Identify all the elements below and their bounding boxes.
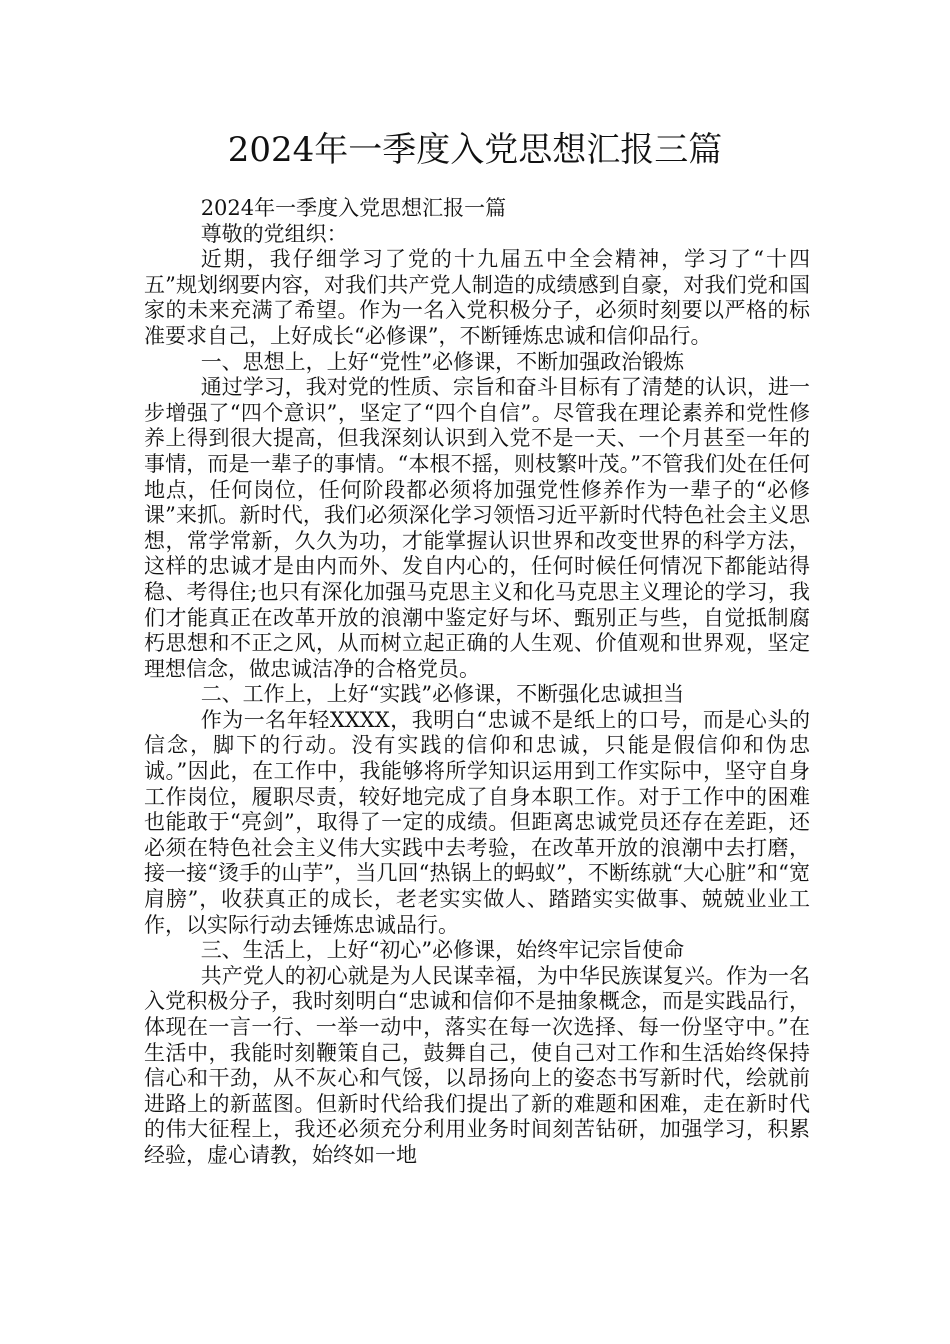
subtitle: 2024年一季度入党思想汇报一篇 <box>200 196 507 220</box>
paragraph-section-1: 通过学习，我对党的性质、宗旨和奋斗目标有了清楚的认识，进一步增强了“四个意识”，坚定了“四个自信”。尽管我在理论素养和党性修养上得到很大提高，但我深刻认识到入党不是一天、一个月甚至一年的事情，而是一辈子的事情。“本根不摇，则枝繁叶茂。”不管我们处在任何地点，任何岗位，任何阶段都必须将加强党性修养作为一辈子的“必修课”来抓。新时代，我们必须深化学习领悟习近平新时代特色社会主义思想，常学常新，久久为功，才能掌握认识世界和改变世界的科学方法，这样的忠诚才是由内而外、发自内心的，任何时候任何情况下都能站得稳、考得住;也只有深化加强马克思主义和化马克思主义理论的学习，我们才能真正在改革开放的浪潮中鉴定好与坏、甄别正与些，自觉抵制腐朽思想和不正之风，从而树立起正确的人生观、价值观和世界观，坚定理想信念，做忠诚洁净的合格党员。 <box>144 375 810 681</box>
paragraph-section-3: 共产党人的初心就是为人民谋幸福，为中华民族谋复兴。作为一名入党积极分子，我时刻明白“忠诚和信仰不是抽象概念，而是实践品行，体现在一言一行、一举一动中，落实在每一次选择、每一份坚守中。”在生活中，我能时刻鞭策自己，鼓舞自己，使自己对工作和生活始终保持信心和干劲，从不灰心和气馁，以昂扬向上的姿态书写新时代，绘就前进路上的新蓝图。但新时代给我们提出了新的难题和困难，走在新时代的伟大征程上，我还必须充分利用业务时间刻苦钻研，加强学习，积累经验，虚心请教，始终如一地 <box>144 963 810 1167</box>
section-heading-2: 二、工作上，上好“实践”必修课，不断强化忠诚担当 <box>200 682 685 707</box>
document-body <box>144 196 810 1169</box>
document-title: 2024年一季度入党思想汇报三篇 <box>227 130 723 170</box>
section-heading-3: 三、生活上，上好“初心”必修课，始终牢记宗旨使命 <box>200 938 685 963</box>
section-heading-1: 一、思想上，上好“党性”必修课，不断加强政治锻炼 <box>200 349 685 374</box>
paragraph-section-2: 作为一名年轻XXXX，我明白“忠诚不是纸上的口号，而是心头的信念，脚下的行动。没有实践的信仰和忠诚，只能是假信仰和伪忠诚。”因此，在工作中，我能够将所学知识运用到工作实际中，坚守自身工作岗位，履职尽责，较好地完成了自身本职工作。对于工作中的困难也能敢于“亮剑”，取得了一定的成绩。但距离忠诚党员还存在差距，还必须在特色社会主义伟大实践中去考验，在改革开放的浪潮中去打磨，接一接“烫手的山芋”，当几回“热锅上的蚂蚁”，不断练就“大心脏”和“宽肩膀”，收获真正的成长，老老实实做人、踏踏实实做事、兢兢业业工作，以实际行动去锤炼忠诚品行。 <box>144 707 810 937</box>
salutation: 尊敬的党组织： <box>200 221 348 246</box>
paragraph-intro: 近期，我仔细学习了党的十九届五中全会精神，学习了“十四五”规划纲要内容，对我们共产党人制造的成绩感到自豪，对我们党和国家的未来充满了希望。作为一名入党积极分子，必须时刻要以严格的标准要求自己，上好成长“必修课”，不断锤炼忠诚和信仰品行。 <box>144 247 810 348</box>
